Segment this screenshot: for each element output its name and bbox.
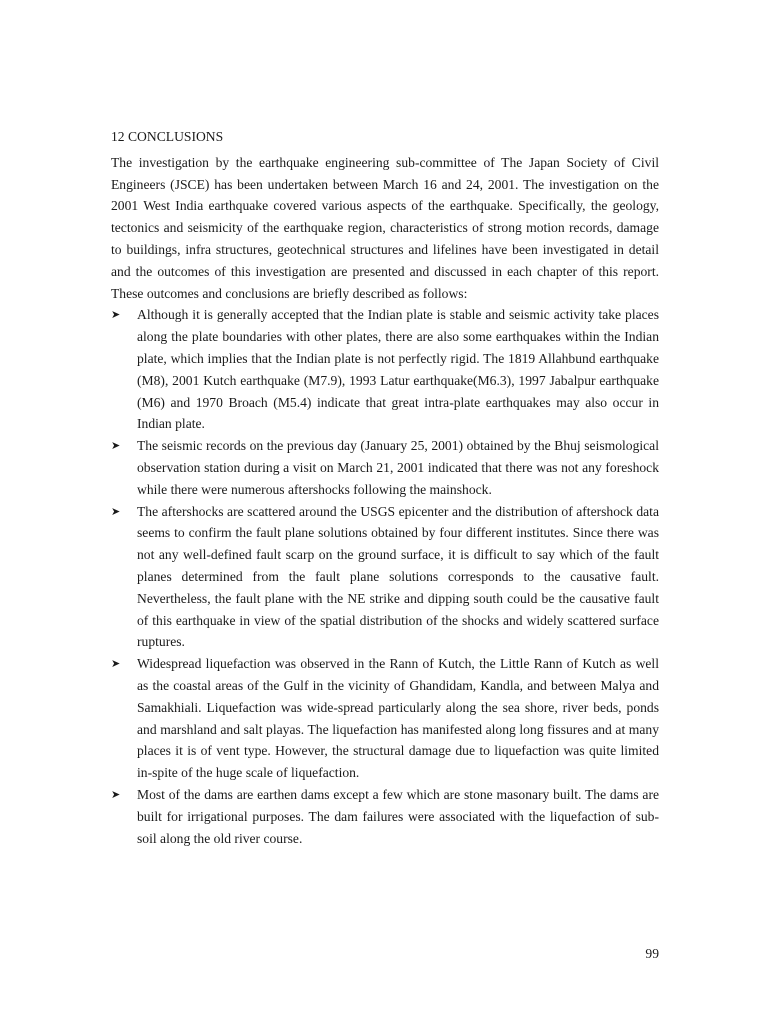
intro-paragraph: The investigation by the earthquake engineering sub-committee of The Japan Society of Civil Engineers (JSCE) has been undertaken between March 16 and 24, 2001. The investigation on the 2001 West India earthquake covered various aspects of the earthquake. Specifically, the geology, tectonics and seismicity of the earthquake region, characteristics of strong motion records, damage to buildings, infra structures, geotechnical structures and lifelines have been investigated in detail and the outcomes of this investigation are presented and discussed in each chapter of this report. These outcomes and conclusions are briefly described as follows:: [111, 154, 659, 301]
list-item: [111, 784, 659, 849]
list-item-text: Although it is generally accepted that the Indian plate is stable and seismic activity take places along the plate boundaries with other plates, there are also some earthquakes within the Indian plate, which implies that the Indian plate is not perfectly rigid. The 1819 Allahbund earthquake (M8), 2001 Kutch earthquake (M7.9), 1993 Latur earthquake(M6.3), 1997 Jabalpur earthquake (M6) and 1970 Broach (M5.4) indicate that great intra-plate earthquakes may also occur in Indian plate.: [137, 307, 659, 432]
page-number: 99: [645, 946, 659, 961]
list-item: [111, 501, 659, 654]
list-item: [111, 435, 659, 500]
list-item-text: The seismic records on the previous day (January 25, 2001) obtained by the Bhuj seismological observation station during a visit on March 21, 2001 indicated that there was not any foreshock while there were numerous aftershocks following the mainshock.: [137, 438, 659, 497]
arrow-bullet-icon: ➤: [111, 439, 121, 453]
arrow-bullet-icon: ➤: [111, 504, 121, 518]
conclusions-list: [111, 304, 659, 849]
arrow-bullet-icon: ➤: [111, 308, 121, 322]
list-item: [111, 653, 659, 784]
section-heading: 12 CONCLUSIONS: [111, 129, 224, 144]
arrow-bullet-icon: ➤: [111, 787, 121, 801]
list-item: [111, 304, 659, 435]
list-item-text: Most of the dams are earthen dams except a few which are stone masonary built. The dams are built for irrigational purposes. The dam failures were associated with the liquefaction of sub-soil along the old river course.: [137, 786, 659, 846]
list-item-text: The aftershocks are scattered around the USGS epicenter and the distribution of aftershock data seems to confirm the fault plane solutions obtained by four different institutes. Since there was not any well-defined fault scarp on the ground surface, it is difficult to say which of the fault planes determined from the fault plane solutions corresponds to the causative fault. Nevertheless, the fault plane with the NE strike and dipping south could be the causative fault of this earthquake in view of the spatial distribution of the shocks and widely scattered surface ruptures.: [137, 503, 659, 650]
arrow-bullet-icon: ➤: [111, 657, 121, 671]
page-content: [111, 126, 659, 849]
list-item-text: Widespread liquefaction was observed in the Rann of Kutch, the Little Rann of Kutch as well as the coastal areas of the Gulf in the vicinity of Ghandidam, Kandla, and between Malya and Samakhiali. Liquefaction was wide-spread particularly along the sea shore, river beds, ponds and marshland and salt playas. The liquefaction has manifested along long fissures and at many places it is of vent type. However, the structural damage due to liquefaction was quite limited in-spite of the huge scale of liquefaction.: [137, 656, 659, 781]
